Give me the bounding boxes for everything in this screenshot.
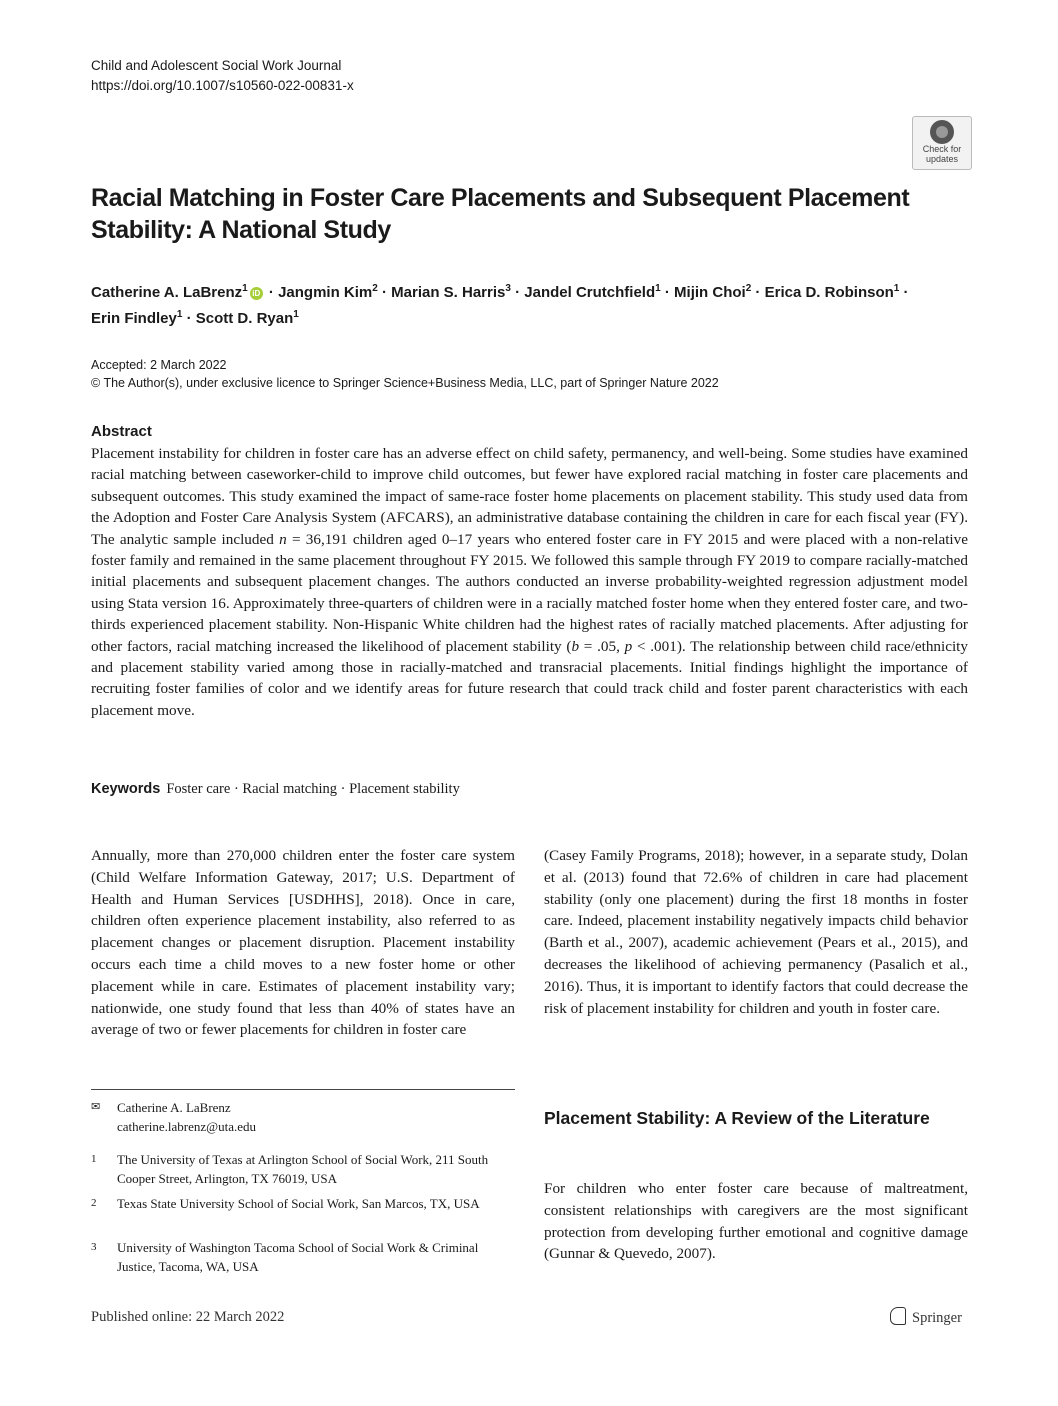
author-list (91, 278, 971, 330)
author-name[interactable]: Erin Findley (91, 310, 177, 327)
affiliation-number: 1 (91, 1153, 97, 1165)
keywords (91, 779, 460, 799)
affiliation-mark: 1 (655, 283, 661, 294)
separator: · (182, 310, 196, 327)
affiliation-mark: 3 (505, 283, 511, 294)
body-text: (Casey Family Programs, (544, 847, 705, 864)
publisher-logo (890, 1307, 962, 1327)
body-column-left (91, 845, 515, 1041)
body-text: ). (706, 1245, 716, 1263)
affiliation-text: University of Washington Tacoma School of Social Work & Criminal Justice, Tacoma, WA, USA (117, 1240, 479, 1274)
affiliation-2 (91, 1194, 515, 1213)
separator: · (377, 284, 392, 301)
affiliation-text: The University of Texas at Arlington School of Social Work, 211 South Cooper Street, Arlington, TX 76019, USA (117, 1152, 489, 1186)
section-heading: Placement Stability: A Review of the Literature (544, 1108, 930, 1128)
abstract-part: = .05, (579, 637, 625, 655)
affiliation-number: 3 (91, 1241, 97, 1253)
separator: · (510, 284, 525, 301)
stat-symbol: p (624, 637, 633, 655)
doi-link[interactable]: https://doi.org/10.1007/s10560-022-00831-x (91, 78, 354, 93)
body-text: ). Once in care, children often experience placement instability, also referred to as placement changes or placement disruption. Placement instability occurs each time a child moves to a new foster home or other placement while in care. Estimates of placement instability vary; nationwide, one study found that less than 40% of states have an average of two or fewer placements for children in foster care (91, 890, 516, 1039)
abstract-heading: Abstract (91, 423, 152, 440)
affiliation-mark: 1 (242, 283, 248, 294)
stat-symbol: b (571, 637, 580, 655)
crossmark-icon (930, 120, 954, 144)
separator: · (660, 284, 675, 301)
corresponding-email[interactable]: catherine.labrenz@uta.edu (117, 1119, 257, 1134)
check-for-updates-badge[interactable] (912, 116, 972, 170)
body-text: ; U.S. Department of Health and Human Services [USDHHS], (91, 868, 515, 908)
article-meta (91, 356, 719, 392)
keywords-list: Foster care · Racial matching · Placement stability (166, 781, 460, 797)
article-title: Racial Matching in Foster Care Placements and Subsequent Placement Stability: A National Study (91, 184, 910, 244)
body-text: ) found that 72.6% of children in care had placement stability (only one placement) during the first 18 months in foster care. Indeed, placement instability negatively impacts child behavior (Barth et al., (544, 868, 968, 952)
published-date: Published online: 22 March 2022 (91, 1309, 285, 1325)
abstract-text (91, 443, 968, 721)
separator: · (899, 284, 909, 301)
author-name[interactable]: Mijin Choi (674, 284, 746, 301)
body-text: ), and decreases the likelihood of achieving permanency (Pasalich et al., (544, 934, 968, 973)
citation-link[interactable]: 2018 (704, 847, 736, 864)
abstract-part: Placement instability for children in foster care has an adverse effect on child safety, permanency, and well-being. Some studies have examined racial matching between caseworker-child to improve child outcomes, but fewer have explored racial matching in foster care placements and subsequent outcomes. This study examined the impact of same-race foster home placements on placement stability. This study used data from the Adoption and Foster Care Analysis System (AFCARS), an administrative database containing the children in care for each fiscal year (FY). The analytic sample included (91, 445, 968, 548)
affiliation-number: 2 (91, 1197, 97, 1209)
body-text: Annually, more than 270,000 children enter the foster care system (Child Welfare Information Gateway, (91, 847, 515, 886)
author-name[interactable]: Marian S. Harris (391, 284, 506, 301)
citation-link[interactable]: 2007 (676, 1245, 707, 1263)
body-text: For children who enter foster care because of maltreatment, consistent relationships with caregivers are the most significant protection from developing further emotional and cognitive damage (Gunnar & Quevedo, (544, 1180, 968, 1263)
citation-link[interactable]: 2018 (373, 890, 404, 908)
correspondence-footnote (91, 1098, 515, 1136)
affiliation-mark: 1 (176, 309, 183, 320)
affiliation-1 (91, 1150, 515, 1188)
citation-link[interactable]: 2007 (628, 934, 659, 952)
publisher-name: Springer (912, 1310, 962, 1326)
body-text: ), academic achievement (Pears et al., (658, 934, 902, 952)
citation-link[interactable]: 2015 (901, 934, 932, 952)
affiliation-3 (91, 1238, 515, 1276)
springer-horse-icon (890, 1307, 906, 1325)
body-text: ). Thus, it is important to identify factors that could decrease the risk of placement instability for children and youth in foster care. (544, 977, 968, 1017)
journal-header (91, 56, 354, 96)
author-name[interactable]: Jangmin Kim (278, 284, 373, 301)
affiliation-mark: 1 (293, 309, 299, 320)
body-column-right (544, 845, 968, 1019)
separator: · (264, 284, 279, 301)
stat-symbol: n (279, 530, 287, 548)
citation-link[interactable]: 2016 (544, 977, 575, 995)
citation-link[interactable]: 2013 (588, 868, 620, 886)
separator: · (751, 284, 765, 301)
author-name[interactable]: Scott D. Ryan (195, 310, 294, 327)
affiliation-mark: 2 (372, 283, 378, 294)
orcid-icon[interactable]: iD (250, 287, 263, 300)
affiliation-mark: 2 (745, 283, 752, 294)
keywords-heading: Keywords (91, 781, 161, 797)
check-line-2: updates (925, 154, 959, 164)
abstract-part: = 36,191 children aged 0–17 years who entered foster care in FY 2015 and were placed with a non-relative foster family and remained in the same placement throughout FY 2015. We followed this sample through FY 2019 to compare racially-matched initial placements and subsequent placement changes. The authors conducted an inverse probability-weighted regression adjustment model using Stata version 16. Approximately three-quarters of children were in a racially matched foster home when they entered foster care, and two-thirds experienced placement stability. Non-Hispanic White children had the highest rates of racially matched placements. After adjusting for other factors, racial matching increased the likelihood of placement stability ( (91, 530, 968, 655)
citation-link[interactable]: 2017 (342, 868, 373, 886)
affiliation-text: Texas State University School of Social Work, San Marcos, TX, USA (117, 1196, 480, 1211)
body-text: ); however, in a separate study, Dolan et al. ( (544, 847, 969, 886)
author-name[interactable]: Catherine A. LaBrenz (91, 284, 243, 301)
author-name[interactable]: Jandel Crutchfield (524, 284, 656, 301)
journal-name: Child and Adolescent Social Work Journal (91, 58, 342, 73)
author-name[interactable]: Erica D. Robinson (764, 284, 894, 301)
corresponding-author: Catherine A. LaBrenz (117, 1100, 231, 1115)
affiliation-mark: 1 (893, 283, 900, 294)
footnote-divider (91, 1089, 515, 1090)
section-paragraph (544, 1178, 968, 1265)
abstract-part: < .001). The relationship between child race/ethnicity and placement stability varied among those in racially-matched and transracial placements. Initial findings highlight the importance of recruiting foster families of color and we identify areas for future research that could track child and foster parent characteristics with each placement move. (91, 637, 968, 719)
accepted-date: Accepted: 2 March 2022 (91, 358, 227, 372)
envelope-icon: ✉ (91, 1101, 101, 1113)
copyright-line: © The Author(s), under exclusive licence to Springer Science+Business Media, LLC, part of Springer Nature 2022 (91, 376, 719, 390)
check-line-1: Check for (922, 144, 962, 154)
